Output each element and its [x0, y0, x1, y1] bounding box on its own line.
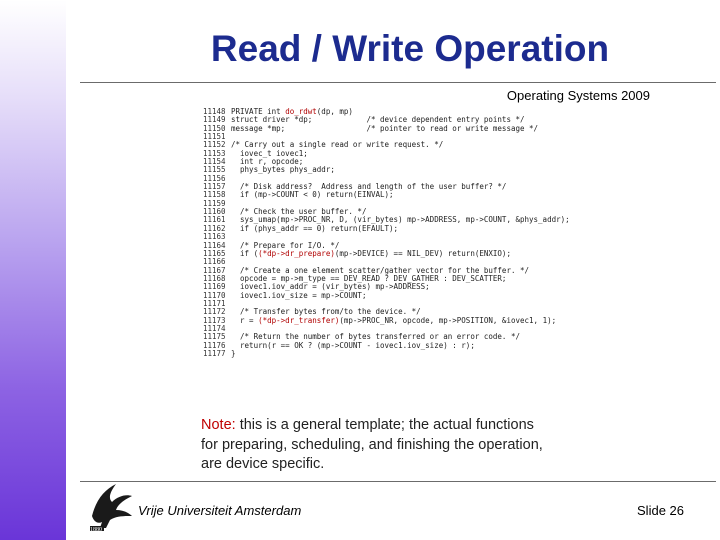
svg-text:1880: 1880	[90, 527, 102, 532]
code-segment: return(r == OK ? (mp->COUNT - iovec1.iov_size) : r);	[231, 340, 475, 350]
line-number: 11156	[203, 173, 226, 183]
university-name: Vrije Universiteit Amsterdam	[138, 503, 302, 518]
code-segment: int r, opcode;	[231, 157, 304, 167]
line-number: 11171	[203, 298, 226, 308]
code-listing	[203, 107, 570, 358]
code-text	[231, 292, 563, 300]
line-number: 11160	[203, 207, 226, 217]
code-segment: (mp->DEVICE) == NIL_DEV) return(ENXIO);	[334, 248, 511, 258]
line-number: 11155	[203, 165, 226, 175]
header-divider	[80, 82, 716, 83]
code-text	[231, 350, 563, 358]
line-number: 11162	[203, 223, 226, 233]
note-text	[201, 416, 561, 475]
highlighted-call: (*dp->dr_prepare)	[258, 248, 335, 258]
decorative-sidebar	[0, 0, 66, 540]
slide-title: Read / Write Operation	[210, 28, 610, 69]
line-number: 11150	[203, 123, 226, 133]
code-segment: sys_umap(mp->PROC_NR, D, (vir_bytes) mp->ADDRESS, mp->COUNT, &phys_addr);	[231, 215, 570, 225]
line-number: 11175	[203, 332, 226, 342]
line-number: 11177	[203, 348, 226, 358]
university-logo-icon	[86, 482, 134, 532]
line-number: 11168	[203, 273, 226, 283]
code-segment: (mp->PROC_NR, opcode, mp->POSITION, &iovec1, 1);	[339, 315, 557, 325]
line-number: 11148	[203, 107, 226, 116]
line-number: 11163	[203, 232, 226, 242]
line-number: 11154	[203, 157, 226, 167]
code-line	[203, 342, 563, 350]
line-number: 11159	[203, 198, 226, 208]
code-segment: /* Prepare for I/O. */	[231, 240, 340, 250]
note-line-2: for preparing, scheduling, and finishing the operation,	[201, 436, 543, 453]
line-number: 11165	[203, 248, 226, 258]
code-segment: PRIVATE int	[231, 107, 286, 116]
code-segment: iovec1.iov_addr = (vir_bytes) mp->ADDRESS;	[231, 282, 430, 292]
code-text	[231, 225, 563, 233]
line-number: 11176	[203, 340, 226, 350]
course-label: Operating Systems 2009	[506, 88, 650, 103]
code-segment: if (mp->COUNT < 0) return(EINVAL);	[231, 190, 394, 200]
footer-divider	[80, 481, 716, 482]
line-number: 11172	[203, 307, 226, 317]
note-line-1: this is a general template; the actual functions	[235, 417, 534, 433]
code-segment: if (	[231, 248, 259, 258]
code-segment: /* Check the user buffer. */	[231, 207, 367, 217]
code-line	[203, 225, 563, 233]
code-line	[203, 125, 563, 133]
line-number: 11167	[203, 265, 226, 275]
code-segment: iovec_t iovec1;	[231, 148, 308, 158]
line-number: 11174	[203, 323, 226, 333]
line-number: 11173	[203, 315, 226, 325]
code-line	[203, 292, 563, 300]
code-line	[203, 317, 563, 325]
code-segment: r =	[231, 315, 259, 325]
code-line	[203, 191, 563, 199]
highlighted-call: (*dp->dr_transfer)	[258, 315, 340, 325]
note-label: Note:	[201, 417, 236, 433]
code-segment: opcode = mp->m_type == DEV_READ ? DEV_GATHER : DEV_SCATTER;	[231, 273, 507, 283]
code-segment: if (phys_addr == 0) return(EFAULT);	[231, 223, 399, 233]
code-segment: message *mp; /* pointer to read or write message */	[231, 123, 539, 133]
line-number: 11166	[203, 257, 226, 267]
code-text	[231, 250, 563, 258]
code-text	[231, 191, 563, 199]
code-segment: struct driver *dp; /* device dependent entry points */	[231, 115, 525, 125]
code-segment: /* Return the number of bytes transferred or an error code. */	[231, 332, 520, 342]
line-number: 11161	[203, 215, 226, 225]
code-text	[231, 166, 563, 174]
code-segment: iovec1.iov_size = mp->COUNT;	[231, 290, 367, 300]
line-number: 11164	[203, 240, 226, 250]
code-text	[231, 342, 563, 350]
code-line	[203, 350, 563, 358]
code-segment: /* Create a one element scatter/gather vector for the buffer. */	[231, 265, 530, 275]
code-segment: /* Carry out a single read or write request. */	[231, 140, 444, 150]
line-number: 11157	[203, 182, 226, 192]
code-line	[203, 166, 563, 174]
line-number: 11151	[203, 132, 226, 142]
code-segment: /* Transfer bytes from/to the device. */	[231, 307, 421, 317]
highlighted-call: do_rdwt	[285, 107, 317, 116]
code-segment: }	[231, 348, 236, 358]
slide-number: Slide 26	[637, 503, 684, 518]
line-number: 11149	[203, 115, 226, 125]
code-segment: phys_bytes phys_addr;	[231, 165, 335, 175]
code-line	[203, 250, 563, 258]
code-text	[231, 125, 563, 133]
line-number: 11169	[203, 282, 226, 292]
code-text	[231, 317, 563, 325]
line-number: 11158	[203, 190, 226, 200]
code-segment: (dp, mp)	[316, 107, 353, 116]
line-number: 11152	[203, 140, 226, 150]
note-line-3: are device specific.	[201, 456, 325, 472]
line-number: 11153	[203, 148, 226, 158]
code-segment: /* Disk address? Address and length of the user buffer? */	[231, 182, 507, 192]
line-number: 11170	[203, 290, 226, 300]
